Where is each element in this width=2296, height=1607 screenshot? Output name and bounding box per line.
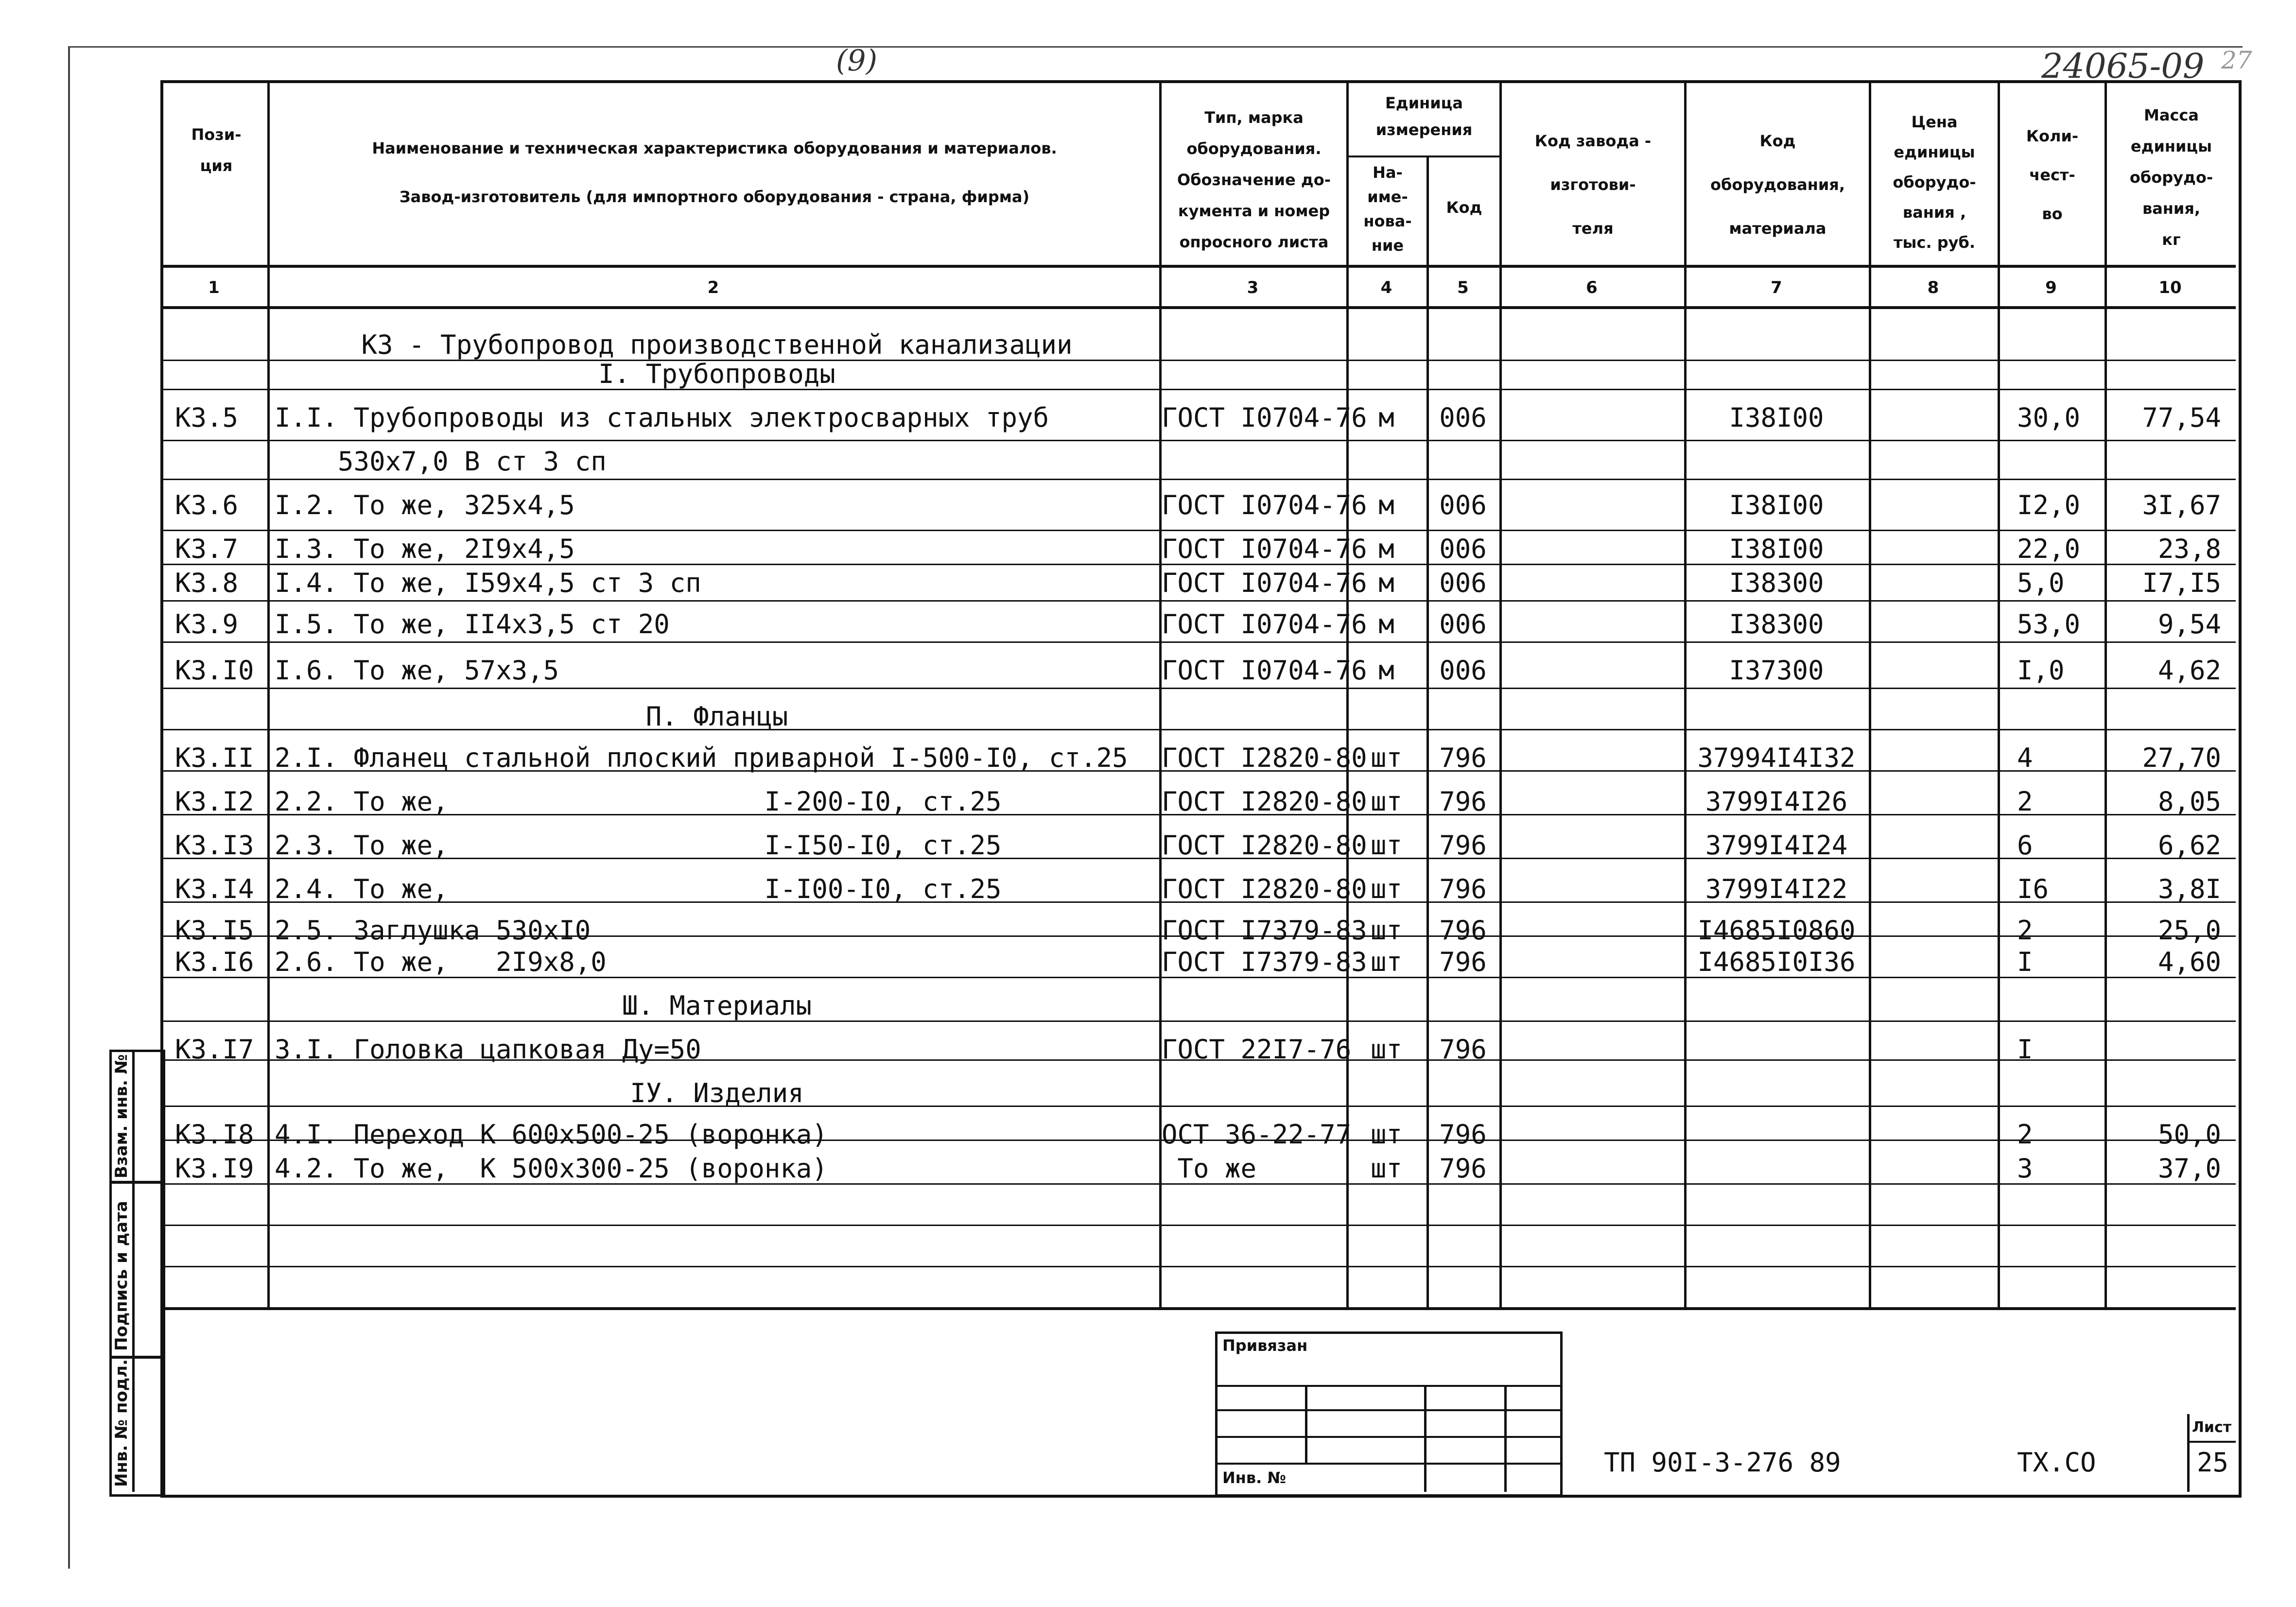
cell-pos: КЗ.I0 [175,655,254,686]
row-divider [160,389,2236,390]
col-line [1684,80,1687,1307]
row-divider [160,564,2236,565]
cell-code: 006 [1439,655,1487,686]
col-number: 3 [1247,278,1259,297]
cell-unit: шт [1370,1119,1403,1150]
header-unit: Единица измерения [1375,94,1473,139]
cell-name: I.3. То же, 2I9x4,5 [275,534,575,564]
cell-name: КЗ - Трубопровод производственной канализации [361,329,1073,360]
cell-name: 2.3. То же, I-I50-I0, ст.25 [275,830,1002,861]
cell-unit: шт [1370,874,1403,904]
cell-qty: 2 [2017,1119,2033,1150]
cell-pos: КЗ.9 [175,609,239,639]
cell-eq-code: 3799I4I24 [1705,830,1848,861]
cell-name: 4.I. Переход К 600x500-25 (воронка) [275,1119,828,1150]
cell-code: 796 [1439,1034,1487,1065]
colnum-rule [160,306,2236,309]
cell-mass: 3,8I [2157,874,2221,904]
cell-pos: КЗ.I6 [175,947,254,977]
cell-mass: 4,62 [2157,655,2221,686]
cell-mass: 6,62 [2157,830,2221,861]
cell-eq-code: 3799I4I26 [1705,786,1848,817]
col-number: 5 [1457,278,1469,297]
cell-qty: I,0 [2017,655,2065,686]
col-number: 10 [2158,278,2182,297]
list-number: 25 [2197,1447,2229,1478]
header-unit-name: На- име- нова- ние [1363,163,1412,255]
header-quantity: Коли- чест- во [2026,127,2079,223]
cell-unit: шт [1370,830,1403,861]
cell-code: 006 [1439,609,1487,639]
cell-qty: 4 [2017,743,2033,773]
cell-qty: I [2017,947,2033,977]
row-divider [160,600,2236,602]
cell-eq-code: 3799I4I22 [1705,874,1848,904]
cell-doc: ГОСТ I2820-80 [1162,874,1367,904]
cell-doc: ГОСТ I2820-80 [1162,786,1367,817]
row-divider [160,641,2236,643]
side-divider [109,1356,163,1359]
cell-eq-code: I38I00 [1729,490,1824,520]
cell-pos: КЗ.5 [175,402,239,433]
cell-qty: 2 [2017,786,2033,817]
cell-eq-code: I4685I0860 [1697,915,1856,946]
header-mass: Масса единицы оборудо- вания, кг [2129,106,2213,249]
cell-unit: шт [1370,947,1403,977]
cell-code: 006 [1439,534,1487,564]
col-number: 1 [208,278,220,297]
privyazan-label: Привязан [1222,1336,1308,1355]
archive-number: 24065-09 [2041,46,2205,86]
cell-mass: 4,60 [2157,947,2221,977]
header-name: Наименование и техническая характеристика оборудования и материалов. Завод-изготовитель (для импортного оборудования - страна, фирма) [372,139,1057,206]
row-divider [160,1266,2236,1267]
cell-eq-code: I37300 [1729,655,1824,686]
cell-pos: КЗ.I9 [175,1153,254,1184]
col-line [1998,80,2000,1307]
cell-pos: КЗ.7 [175,534,239,564]
cell-pos: КЗ.I8 [175,1119,254,1150]
header-equipment-code: Код оборудования, материала [1710,132,1845,238]
cell-mass: 23,8 [2157,534,2221,564]
cell-name: 2.I. Фланец стальной плоский приварной I-500-I0, ст.25 [275,743,1128,773]
cell-name: 2.5. Заглушка 530xI0 [275,915,591,946]
row-divider [160,688,2236,689]
row-divider [160,1183,2236,1185]
cell-code: 796 [1439,1119,1487,1150]
cell-code: 796 [1439,947,1487,977]
cell-mass: I7,I5 [2142,568,2221,598]
row-divider [160,1020,2236,1022]
cell-qty: 22,0 [2017,534,2081,564]
cell-name: П. Фланцы [645,701,788,732]
cell-unit: шт [1370,1153,1403,1184]
cell-code: 796 [1439,830,1487,861]
inv-no-label: Инв. № [1222,1469,1286,1487]
stamp-line [1215,1409,1560,1411]
cell-doc: ГОСТ I2820-80 [1162,830,1367,861]
cell-name: 4.2. То же, К 500x300-25 (воронка) [275,1153,828,1184]
cell-eq-code: I38300 [1729,609,1824,639]
cell-unit: м [1378,609,1394,639]
cell-eq-code: I4685I0I36 [1697,947,1856,977]
cell-pos: КЗ.8 [175,568,239,598]
row-divider [160,479,2236,480]
row-divider [160,360,2236,361]
row-divider [160,440,2236,441]
cell-eq-code: I38I00 [1729,534,1824,564]
cell-unit: м [1378,568,1394,598]
cell-name: I. Трубопроводы [598,359,835,389]
cell-name: Ш. Материалы [622,990,812,1021]
cell-name: I.I. Трубопроводы из стальных электросварных труб [275,402,1049,433]
list-label: Лист [2192,1419,2232,1436]
cell-mass: 37,0 [2157,1153,2221,1184]
header-position: Пози- ция [191,125,242,175]
cell-code: 006 [1439,490,1487,520]
row-divider [160,1225,2236,1226]
side-divider [132,1050,135,1492]
stamp-line [1215,1385,1560,1387]
col-number: 7 [1771,278,1782,297]
document-code: ТП 90I-3-276 89 [1604,1447,1841,1478]
cell-qty: I6 [2017,874,2049,904]
cell-doc: ГОСТ I0704-76 [1162,402,1367,433]
cell-name: 2.2. То же, I-200-I0, ст.25 [275,786,1002,817]
stamp-line [1305,1385,1307,1463]
cell-mass: 8,05 [2157,786,2221,817]
cell-name: I.6. То же, 57x3,5 [275,655,559,686]
cell-doc: ГОСТ I7379-83 [1162,947,1367,977]
cell-mass: 25,0 [2157,915,2221,946]
table-bottom-rule [160,1307,2236,1310]
header-type: Тип, марка оборудования. Обозначение до- кумента и номер опросного листа [1177,108,1331,251]
cell-name: 2.6. То же, 2I9x8,0 [275,947,607,977]
cell-unit: шт [1370,1034,1403,1065]
cell-unit: м [1378,490,1394,520]
col-line [1499,80,1502,1307]
row-divider [160,901,2236,903]
side-label-inv-podl: Инв. № подл. [112,1359,131,1487]
row-divider [160,530,2236,531]
stamp-line [1424,1385,1426,1492]
cell-unit: шт [1370,743,1403,773]
cell-mass: 77,54 [2142,402,2221,433]
side-divider [109,1181,163,1184]
cell-qty: 53,0 [2017,609,2081,639]
unit-split-line [1346,156,1499,157]
cell-code: 006 [1439,402,1487,433]
cell-doc: ГОСТ I2820-80 [1162,743,1367,773]
cell-doc: ГОСТ I0704-76 [1162,490,1367,520]
row-divider [160,977,2236,978]
cell-qty: 30,0 [2017,402,2081,433]
cell-qty: I [2017,1034,2033,1065]
cell-qty: I2,0 [2017,490,2081,520]
cell-doc: ГОСТ I7379-83 [1162,915,1367,946]
cell-mass: 9,54 [2157,609,2221,639]
header-rule [160,265,2236,268]
cell-name: I.2. То же, 325x4,5 [275,490,575,520]
col-number: 9 [2045,278,2057,297]
cell-unit: шт [1370,915,1403,946]
header-unit-code: Код [1446,198,1482,217]
row-divider [160,935,2236,937]
sheet-code: ТХ.СО [2017,1447,2096,1478]
side-label-podpis: Подпись и дата [112,1201,131,1351]
col-number: 8 [1927,278,1939,297]
cell-name: 2.4. То же, I-I00-I0, ст.25 [275,874,1002,904]
cell-name: 3.I. Головка цапковая Ду=50 [275,1034,701,1065]
cell-pos: КЗ.I4 [175,874,254,904]
cell-doc: ГОСТ I0704-76 [1162,534,1367,564]
cell-eq-code: 37994I4I32 [1697,743,1856,773]
cell-doc: ГОСТ I0704-76 [1162,655,1367,686]
list-divider [2187,1441,2236,1443]
cell-pos: КЗ.II [175,743,254,773]
cell-name: I.4. То же, I59x4,5 ст 3 сп [275,568,701,598]
cell-unit: м [1378,655,1394,686]
cell-code: 006 [1439,568,1487,598]
col-number: 6 [1586,278,1598,297]
row-divider [160,729,2236,730]
cell-pos: КЗ.I5 [175,915,254,946]
cell-pos: КЗ.I3 [175,830,254,861]
cell-code: 796 [1439,786,1487,817]
cell-qty: 5,0 [2017,568,2065,598]
cell-doc: То же [1162,1153,1257,1184]
cell-mass: 3I,67 [2142,490,2221,520]
stamp-line [1504,1385,1507,1492]
cell-eq-code: I38I00 [1729,402,1824,433]
cell-doc: ГОСТ I0704-76 [1162,609,1367,639]
cell-code: 796 [1439,915,1487,946]
row-divider [160,1059,2236,1061]
cell-mass: 50,0 [2157,1119,2221,1150]
cell-code: 796 [1439,1153,1487,1184]
cell-qty: 6 [2017,830,2033,861]
cell-pos: КЗ.I7 [175,1034,254,1065]
cell-name: 530x7,0 В ст 3 сп [275,446,607,477]
cell-doc: ГОСТ I0704-76 [1162,568,1367,598]
cell-name: IУ. Изделия [630,1078,804,1108]
header-price: Цена единицы оборудо- вания , тыс. руб. [1893,113,1976,252]
page-mark: (9) [836,44,877,78]
stamp-line [1215,1463,1560,1465]
corner-number: 27 [2221,46,2252,74]
cell-code: 796 [1439,874,1487,904]
row-divider [160,770,2236,772]
cell-unit: шт [1370,786,1403,817]
cell-mass: 27,70 [2142,743,2221,773]
cell-code: 796 [1439,743,1487,773]
col-line [267,80,270,1307]
row-divider [160,1106,2236,1107]
cell-name: I.5. То же, II4x3,5 ст 20 [275,609,670,639]
row-divider [160,814,2236,815]
cell-pos: КЗ.6 [175,490,239,520]
stamp-line [1215,1436,1560,1438]
col-number: 4 [1380,278,1392,297]
cell-unit: м [1378,534,1394,564]
header-factory-code: Код завода - изготови- теля [1534,132,1652,238]
row-divider [160,1140,2236,1141]
cell-doc: ОСТ 36-22-77 [1162,1119,1352,1150]
cell-qty: 2 [2017,915,2033,946]
side-label-vzam: Взам. инв. № [112,1054,131,1178]
cell-eq-code: I38300 [1729,568,1824,598]
cell-pos: КЗ.I2 [175,786,254,817]
row-divider [160,858,2236,859]
col-number: 2 [707,278,719,297]
cell-doc: ГОСТ 22I7-76 [1162,1034,1352,1065]
cell-unit: м [1378,402,1394,433]
cell-qty: 3 [2017,1153,2033,1184]
col-line [1869,80,1871,1307]
